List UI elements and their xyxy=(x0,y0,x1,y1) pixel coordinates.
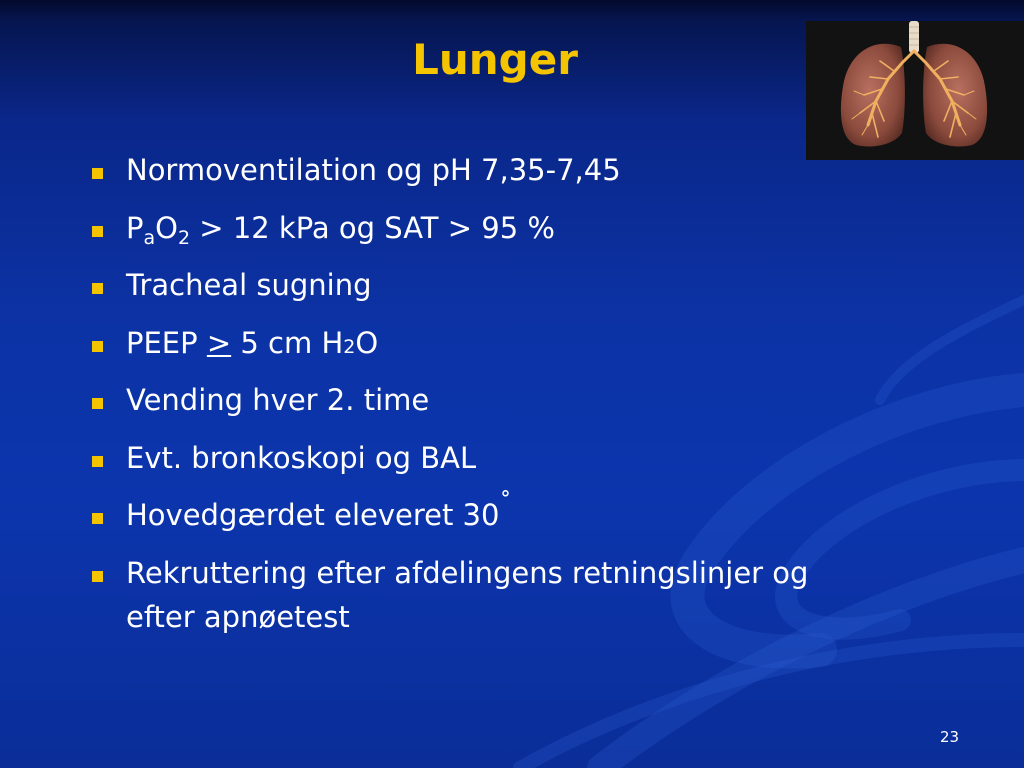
bullet-text: $P_aO_2 > 12$ kPa og SAT > 95 % xyxy=(126,210,555,249)
list-item xyxy=(88,436,918,480)
bullet-square-icon xyxy=(92,456,103,467)
list-item xyxy=(88,489,918,537)
bullet-text: Vending hver 2. time xyxy=(126,383,430,417)
bullet-square-icon xyxy=(92,398,103,409)
bullet-text: Tracheal sugning xyxy=(126,268,372,302)
slide-title: Lunger xyxy=(412,35,578,84)
list-item xyxy=(88,321,918,365)
bullet-square-icon xyxy=(92,571,103,582)
list-item xyxy=(88,148,918,192)
bullet-square-icon xyxy=(92,513,103,524)
lungs-image xyxy=(806,21,1024,160)
bullet-text: PEEP > 5 cm H2O xyxy=(126,325,379,360)
list-item xyxy=(88,551,918,639)
bullet-text: Rekruttering efter afdelingens retningslinjer og efter apnøetest xyxy=(126,555,809,634)
bullet-text: Hovedgærdet eleveret 30˚ xyxy=(126,489,512,532)
page-number: 23 xyxy=(940,728,960,746)
list-item xyxy=(88,263,918,307)
bullet-square-icon xyxy=(92,341,103,352)
bullet-square-icon xyxy=(92,226,103,237)
bullet-list xyxy=(88,148,918,652)
list-item xyxy=(88,378,918,422)
bullet-text: Evt. bronkoskopi og BAL xyxy=(126,440,477,475)
bullet-square-icon xyxy=(92,168,103,179)
bullet-text: Normoventilation og pH 7,35-7,45 xyxy=(126,153,621,187)
bullet-square-icon xyxy=(92,283,103,294)
lungs-icon xyxy=(806,21,1024,160)
list-item xyxy=(88,206,918,250)
